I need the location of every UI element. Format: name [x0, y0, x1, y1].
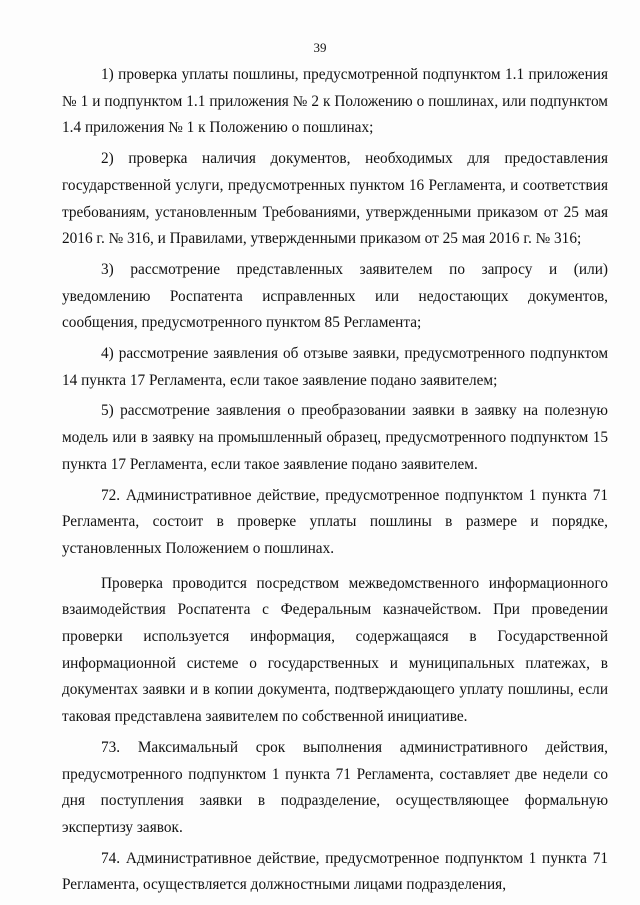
paragraph-73: 73. Максимальный срок выполнения административного действия, предусмотренного подпунктом 1 пункта 71 Регламента, составляет две недели со дня поступления заявки в подразделение, осуществляющее формальную экспертизу заявок. [62, 738, 608, 836]
paragraph-2-documents-check: 2) проверка наличия документов, необходимых для предоставления государственной услуги, предусмотренных пунктом 16 Регламента, и соответствия требованиям, установленным Требованиями, утвержденными приказом от 25 мая 2016 г. № 316, и Правилами, утвержденными приказом от 25 мая 2016 г. № 316; [62, 150, 608, 248]
paragraph-4-withdrawal: 4) рассмотрение заявления об отзыве заявки, предусмотренного подпунктом 14 пункта 17 Регламента, если такое заявление подано заявителем; [62, 345, 608, 389]
paragraph-5-conversion: 5) рассмотрение заявления о преобразовании заявки в заявку на полезную модель или в заявку на промышленный образец, предусмотренного подпунктом 15 пункта 17 Регламента, если такое заявление подано заявителем. [62, 402, 608, 473]
paragraph-74: 74. Административное действие, предусмотренное подпунктом 1 пункта 71 Регламента, осуществляется должностными лицами подразделения, [62, 849, 608, 894]
page-number: 39 [313, 40, 327, 55]
document-body [62, 62, 608, 899]
paragraph-check-procedure: Проверка проводится посредством межведомственного информационного взаимодействия Роспатента с Федеральным казначейством. При проведении проверки используется информация, содержащаяся в Государственной информационной системе о государственных и муниципальных платежах, в документах заявки и в копии документа, подтверждающего уплату пошлины, если таковая представлена заявителем по собственной инициативе. [62, 574, 608, 726]
paragraph-1-fee-check: 1) проверка уплаты пошлины, предусмотренной подпунктом 1.1 приложения № 1 и подпунктом 1.1 приложения № 2 к Положению о пошлинах, или подпунктом 1.4 приложения № 1 к Положению о пошлинах; [62, 66, 608, 137]
paragraph-3-corrected-documents: 3) рассмотрение представленных заявителем по запросу и (или) уведомлению Роспатента исправленных или недостающих документов, сообщения, предусмотренного пунктом 85 Регламента; [62, 260, 608, 332]
paragraph-72: 72. Административное действие, предусмотренное подпунктом 1 пункта 71 Регламента, состоит в проверке уплаты пошлины в размере и порядке, установленных Положением о пошлинах. [62, 486, 608, 557]
